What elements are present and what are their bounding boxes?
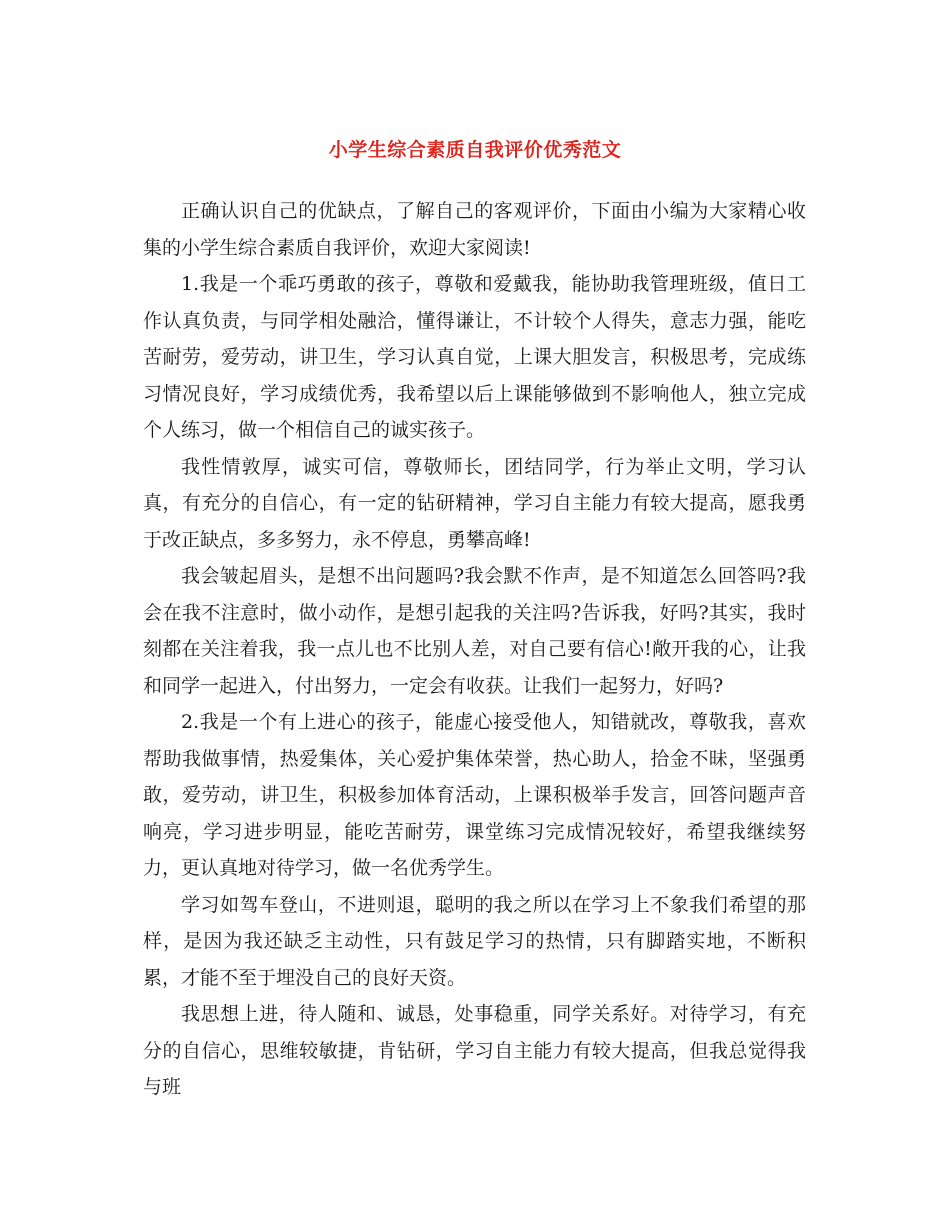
paragraph-5: 学习如驾车登山，不进则退，聪明的我之所以在学习上不象我们希望的那样，是因为我还缺乏主动性，只有鼓足学习的热情，只有脚踏实地，不断积累，才能不至于埋没自己的良好天资。 bbox=[143, 893, 806, 989]
paragraph-intro: 正确认识自己的优缺点，了解自己的客观评价，下面由小编为大家精心收集的小学生综合素质自我评价，欢迎大家阅读! bbox=[143, 200, 806, 259]
document-title: 小学生综合素质自我评价优秀范文 bbox=[328, 139, 622, 161]
paragraph-1: 1.我是一个乖巧勇敢的孩子，尊敬和爱戴我，能协助我管理班级，值日工作认真负责，与同学相处融洽，懂得谦让，不计较个人得失，意志力强，能吃苦耐劳，爱劳动，讲卫生，学习认真自觉，上课大胆发言，积极思考，完成练习情况良好，学习成绩优秀，我希望以后上课能够做到不影响他人，独立完成个人练习，做一个相信自己的诚实孩子。 bbox=[143, 273, 806, 441]
paragraph-2: 我性情敦厚，诚实可信，尊敬师长，团结同学，行为举止文明，学习认真，有充分的自信心，有一定的钻研精神，学习自主能力有较大提高，愿我勇于改正缺点，多多努力，永不停息，勇攀高峰! bbox=[143, 455, 806, 551]
paragraph-6: 我思想上进，待人随和、诚恳，处事稳重，同学关系好。对待学习，有充分的自信心，思维较敏捷，肯钻研，学习自主能力有较大提高，但我总觉得我与班 bbox=[143, 1003, 806, 1098]
paragraph-3: 我会皱起眉头，是想不出问题吗?我会默不作声，是不知道怎么回答吗?我会在我不注意时，做小动作，是想引起我的关注吗?告诉我，好吗?其实，我时刻都在关注着我，我一点儿也不比别人差，对自己要有信心!敞开我的心，让我和同学一起进入，付出努力，一定会有收获。让我们一起努力，好吗? bbox=[143, 565, 806, 697]
document-body bbox=[143, 193, 806, 1106]
paragraph-4: 2.我是一个有上进心的孩子，能虚心接受他人，知错就改，尊敬我，喜欢帮助我做事情，热爱集体，关心爱护集体荣誉，热心助人，拾金不昧，坚强勇敢，爱劳动，讲卫生，积极参加体育活动，上课积极举手发言，回答问题声音响亮，学习进步明显，能吃苦耐劳，课堂练习完成情况较好，希望我继续努力，更认真地对待学习，做一名优秀学生。 bbox=[143, 711, 806, 879]
